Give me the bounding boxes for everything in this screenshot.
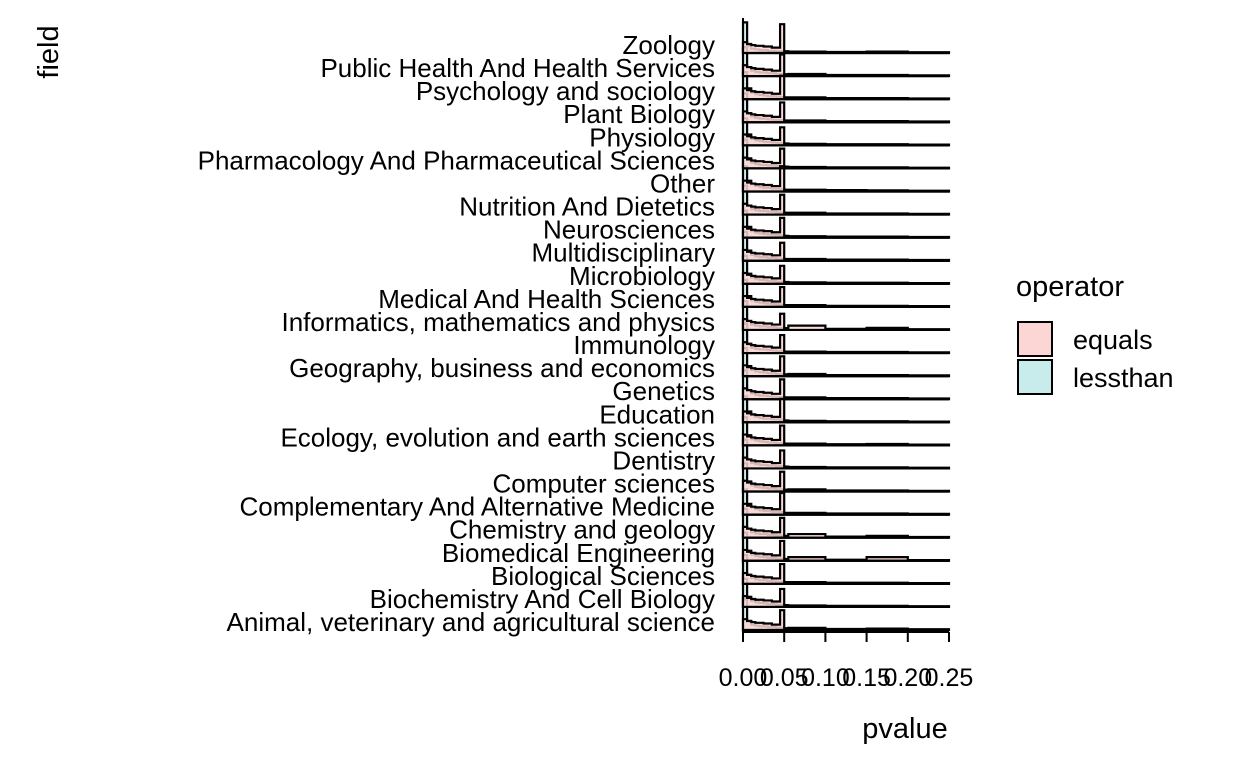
lessthan-legend-swatch — [1018, 360, 1052, 394]
category-label: Chemistry and geology — [449, 514, 715, 545]
equals-histogram — [743, 426, 949, 446]
equals-histogram — [743, 314, 949, 330]
category-labels — [198, 30, 716, 637]
y-axis-title: field — [33, 25, 65, 79]
legend — [1016, 271, 1174, 394]
x-tick-label: 0.15 — [842, 664, 891, 692]
category-label: Multidisciplinary — [531, 237, 715, 268]
category-label: Informatics, mathematics and physics — [281, 306, 715, 337]
category-label: Ecology, evolution and earth sciences — [280, 422, 715, 453]
category-label: Microbiology — [569, 260, 715, 291]
equals-histogram — [743, 518, 949, 538]
x-tick-label: 0.20 — [883, 664, 933, 692]
category-label: Plant Biology — [563, 99, 715, 130]
category-label: Neurosciences — [543, 214, 715, 245]
equals-histogram — [743, 610, 949, 630]
category-label: Biomedical Engineering — [441, 537, 715, 568]
equals-histogram — [743, 54, 949, 76]
category-label: Public Health And Health Services — [320, 53, 715, 84]
category-label: Complementary And Alternative Medicine — [239, 491, 715, 522]
equals-histogram — [743, 243, 949, 261]
equals-histogram — [743, 76, 949, 99]
equals-histogram — [743, 218, 949, 238]
category-label: Other — [649, 168, 715, 199]
equals-histogram — [743, 287, 949, 307]
equals-histogram — [743, 493, 949, 515]
category-label: Pharmacology And Pharmaceutical Sciences — [197, 145, 715, 176]
equals-histogram — [743, 166, 949, 191]
lessthan-legend-label: lessthan — [1073, 363, 1174, 393]
category-label: Physiology — [589, 122, 715, 153]
equals-histogram — [743, 472, 949, 492]
equals-histogram — [743, 356, 949, 376]
equals-histogram — [743, 149, 949, 169]
x-tick-label: 0.05 — [759, 664, 809, 692]
equals-histogram — [743, 127, 949, 145]
category-label: Zoology — [622, 30, 715, 60]
equals-histogram — [743, 102, 949, 122]
x-tick-label: 0.25 — [924, 664, 974, 692]
category-label: Psychology and sociology — [415, 76, 715, 107]
x-axis-title: pvalue — [862, 713, 948, 745]
equals-histogram — [743, 399, 949, 422]
category-label: Genetics — [612, 376, 715, 407]
category-label: Dentistry — [612, 445, 715, 476]
x-tick-label: 0.10 — [801, 664, 850, 692]
x-tick-label: 0.00 — [718, 664, 768, 692]
category-label: Biological Sciences — [490, 560, 715, 591]
equals-histogram — [743, 450, 949, 468]
category-label: Education — [599, 399, 715, 430]
category-label: Medical And Health Sciences — [378, 283, 715, 314]
equals-histogram — [743, 541, 949, 561]
equals-legend-label: equals — [1073, 325, 1153, 355]
equals-histogram — [743, 195, 949, 215]
equals-histogram — [743, 589, 949, 607]
category-label: Immunology — [573, 330, 715, 361]
equals-legend-swatch — [1018, 322, 1052, 356]
category-label: Computer sciences — [492, 468, 715, 499]
equals-histogram — [743, 379, 949, 399]
equals-histogram — [743, 266, 949, 284]
equals-histogram — [743, 335, 949, 353]
legend-title: operator — [1016, 271, 1125, 303]
category-label: Geography, business and economics — [289, 353, 715, 384]
category-label: Animal, veterinary and agricultural science — [226, 607, 715, 637]
category-label: Biochemistry And Cell Biology — [369, 583, 715, 614]
equals-histogram — [743, 24, 949, 53]
equals-histogram — [743, 564, 949, 584]
plot-area — [743, 22, 949, 630]
legend-entries — [1018, 322, 1174, 394]
category-label: Nutrition And Dietetics — [459, 191, 715, 222]
